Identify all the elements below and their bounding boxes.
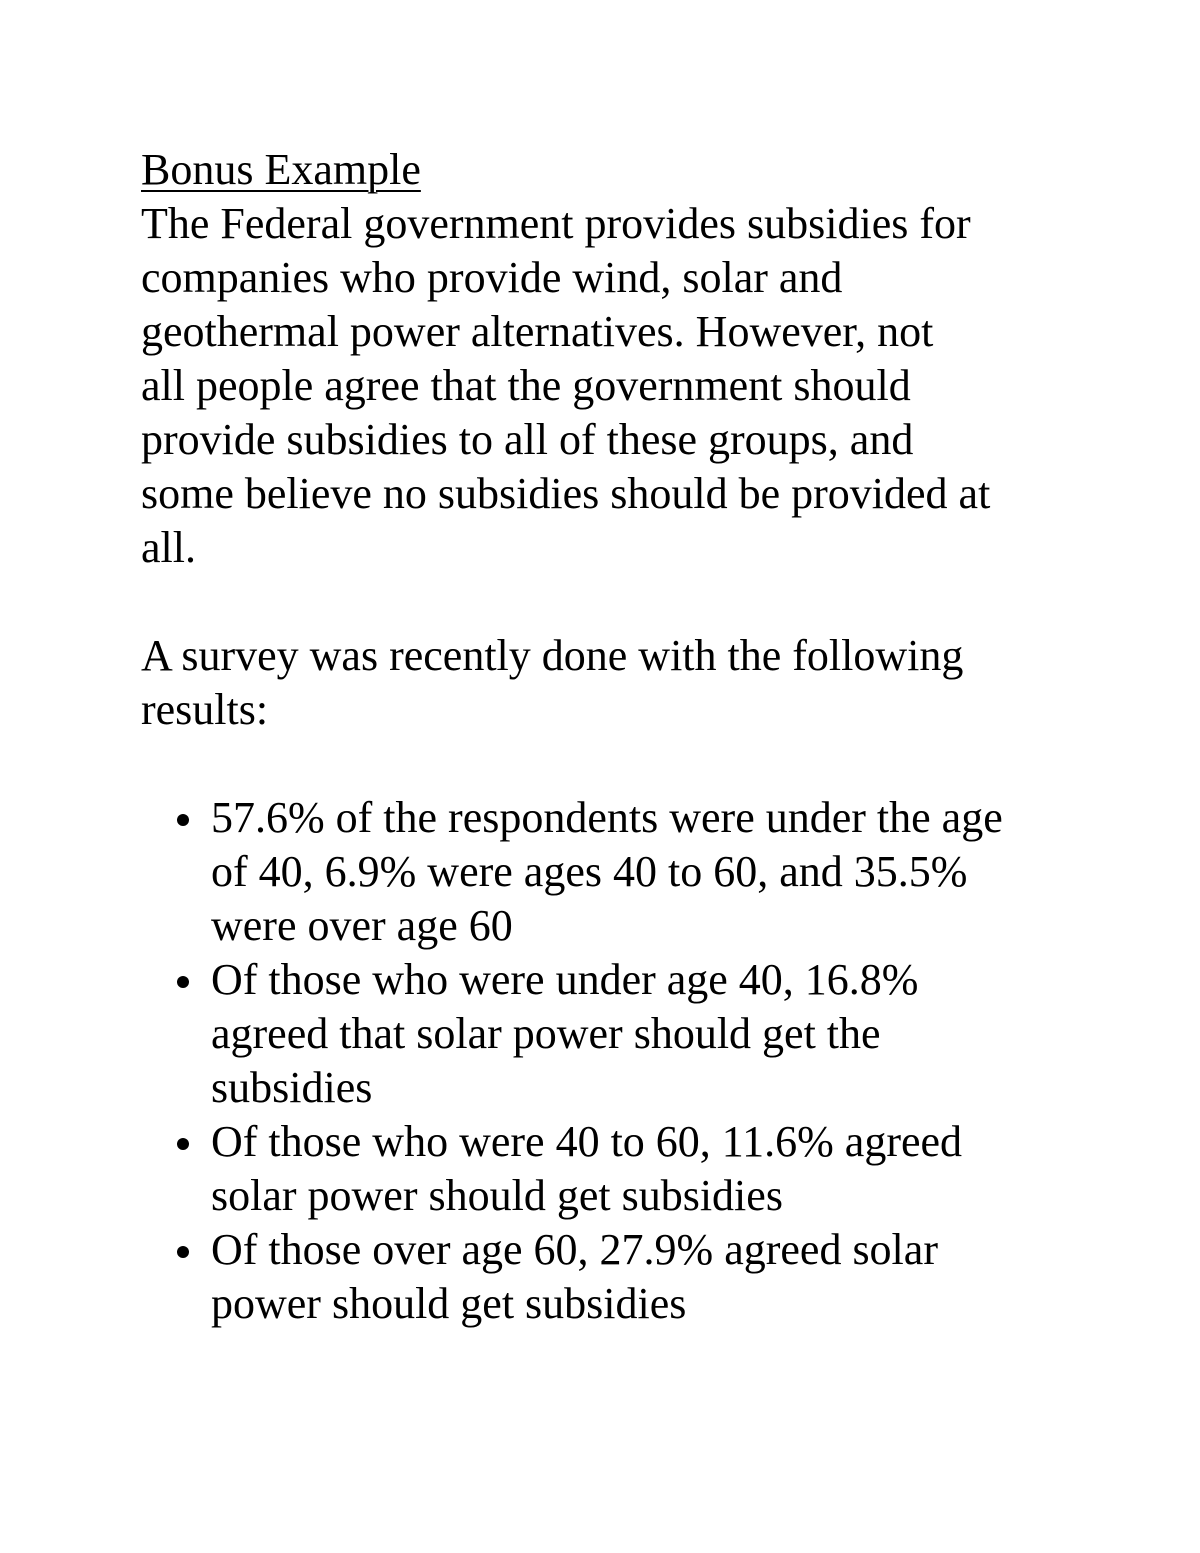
intro-line: provide subsidies to all of these groups, and bbox=[141, 415, 914, 464]
bullet-line: subsidies bbox=[211, 1063, 373, 1112]
document-content bbox=[141, 143, 1071, 1331]
intro-line: all people agree that the government should bbox=[141, 361, 911, 410]
bullet-line: Of those who were under age 40, 16.8% bbox=[211, 955, 919, 1004]
bullet-item bbox=[141, 1115, 1071, 1223]
bullet-line: 57.6% of the respondents were under the age bbox=[211, 793, 1003, 842]
bullet-item bbox=[141, 1223, 1071, 1331]
bullet-line: were over age 60 bbox=[211, 901, 513, 950]
survey-paragraph bbox=[141, 629, 1071, 737]
bullet-item bbox=[141, 791, 1071, 953]
bullet-icon bbox=[177, 976, 189, 988]
bullet-icon bbox=[177, 814, 189, 826]
intro-line: companies who provide wind, solar and bbox=[141, 253, 843, 302]
paragraph-spacer bbox=[141, 575, 1071, 629]
bullet-line: solar power should get subsidies bbox=[211, 1171, 783, 1220]
bullet-line: power should get subsidies bbox=[211, 1279, 687, 1328]
results-bullet-list bbox=[141, 791, 1071, 1331]
bullet-icon bbox=[177, 1138, 189, 1150]
bullet-line: Of those over age 60, 27.9% agreed solar bbox=[211, 1225, 938, 1274]
survey-line: results: bbox=[141, 685, 269, 734]
survey-line: A survey was recently done with the following bbox=[141, 631, 964, 680]
bullet-line: Of those who were 40 to 60, 11.6% agreed bbox=[211, 1117, 963, 1166]
intro-line: The Federal government provides subsidies for bbox=[141, 199, 971, 248]
intro-line: all. bbox=[141, 523, 196, 572]
bullet-item bbox=[141, 953, 1071, 1115]
intro-line: some believe no subsidies should be provided at bbox=[141, 469, 991, 518]
bullet-icon bbox=[177, 1246, 189, 1258]
document-title: Bonus Example bbox=[141, 145, 421, 194]
bullet-line: of 40, 6.9% were ages 40 to 60, and 35.5% bbox=[211, 847, 968, 896]
intro-line: geothermal power alternatives. However, not bbox=[141, 307, 934, 356]
intro-paragraph bbox=[141, 197, 1071, 575]
bullet-line: agreed that solar power should get the bbox=[211, 1009, 881, 1058]
